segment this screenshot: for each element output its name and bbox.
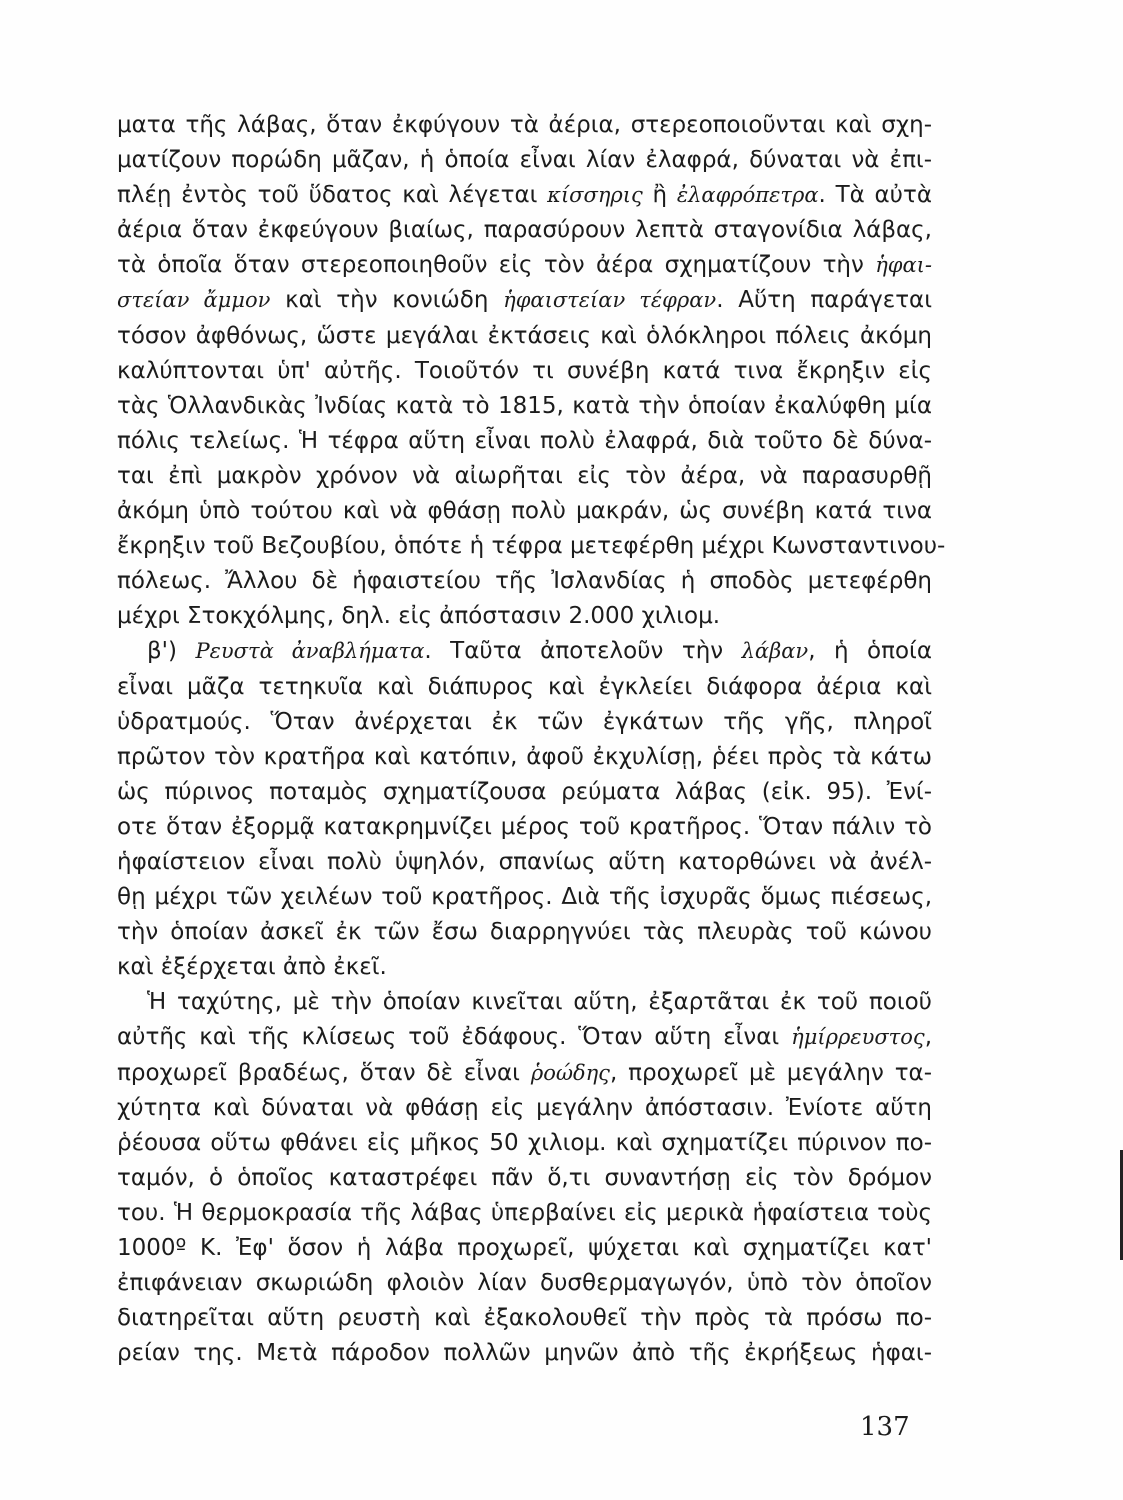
text-segment: οτε ὅταν ἐξορμᾷ κατακρημνίζει μέρος τοῦ κρατῆρος. Ὅταν πάλιν τὸ <box>117 813 932 840</box>
text-segment: ἡφαίστειον εἶναι πολὺ ὑψηλόν, σπανίως αὕτη κατορθώνει νὰ ἀνέλ- <box>117 848 932 875</box>
text-line <box>117 1336 932 1371</box>
text-line <box>117 143 932 178</box>
text-line <box>117 985 932 1020</box>
text-segment: , <box>924 1024 932 1051</box>
text-segment: πρῶτον τὸν κρατῆρα καὶ κατόπιν, ἀφοῦ ἐκχυλίσῃ, ῥέει πρὸς τὰ κάτω <box>117 743 932 770</box>
text-line <box>117 529 946 564</box>
text-line <box>117 424 932 459</box>
text-segment: αὐτῆς καὶ τῆς κλίσεως τοῦ ἐδάφους. Ὅταν αὕτη εἶναι <box>117 1024 792 1051</box>
italic-term: ἡφαιστείαν τέφραν <box>503 288 717 313</box>
text-segment: . Ταῦτα ἀποτελοῦν τὴν <box>424 638 742 665</box>
text-line <box>117 810 932 845</box>
text-segment: Ἡ ταχύτης, μὲ τὴν ὁποίαν κινεῖται αὕτη, ἐξαρτᾶται ἐκ τοῦ ποιοῦ <box>147 989 932 1016</box>
text-segment: πλέῃ ἐντὸς τοῦ ὕδατος καὶ λέγεται <box>117 182 548 209</box>
italic-term: κίσσηρις <box>547 183 643 208</box>
text-line <box>117 248 932 283</box>
text-line <box>117 740 932 775</box>
text-line <box>117 283 932 318</box>
text-line <box>117 1056 932 1091</box>
text-line <box>117 1301 932 1336</box>
text-segment: διατηρεῖται αὕτη ρευστὴ καὶ ἐξακολουθεῖ τὴν πρὸς τὰ πρόσω πο- <box>117 1305 932 1332</box>
text-line <box>117 1266 932 1301</box>
italic-term: ἡφαι- <box>875 253 932 278</box>
text-segment: τὴν ὁποίαν ἀσκεῖ ἐκ τῶν ἔσω διαρρηγνύει τὰς πλευρὰς τοῦ κώνου <box>117 919 932 946</box>
text-segment: ἐπιφάνειαν σκωριώδη φλοιὸν λίαν δυσθερμαγωγόν, ὑπὸ τὸν ὁποῖον <box>117 1270 932 1297</box>
text-line <box>117 213 932 248</box>
text-segment: ρείαν της. Μετὰ πάροδον πολλῶν μηνῶν ἀπὸ τῆς ἐκρήξεως ἡφαι- <box>117 1340 932 1367</box>
text-line <box>117 670 932 705</box>
text-line <box>117 1161 932 1196</box>
text-segment: ἔκρηξιν τοῦ Βεζουβίου, ὁπότε ἡ τέφρα μετεφέρθη μέχρι Κωνσταντινου- <box>117 533 946 560</box>
text-segment: , προχωρεῖ μὲ μεγάλην τα- <box>609 1059 932 1086</box>
text-segment: θῃ μέχρι τῶν χειλέων τοῦ κρατῆρος. Διὰ τῆς ἰσχυρᾶς ὅμως πιέσεως, <box>117 884 932 911</box>
text-line <box>117 634 932 669</box>
text-segment: τὰς Ὁλλανδικὰς Ἰνδίας κατὰ τὸ 1815, κατὰ τὴν ὁποίαν ἐκαλύφθη μία <box>117 392 932 419</box>
text-segment: προχωρεῖ βραδέως, ὅταν δὲ εἶναι <box>117 1059 531 1086</box>
text-line <box>117 108 932 143</box>
text-segment: μέχρι Στοκχόλμης, δηλ. εἰς ἀπόστασιν 2.000 χιλιομ. <box>117 603 721 630</box>
text-segment: του. Ἡ θερμοκρασία τῆς λάβας ὑπερβαίνει εἰς μερικὰ ἡφαίστεια τοὺς <box>117 1199 932 1226</box>
text-line <box>117 1091 932 1126</box>
italic-term: λάβαν <box>741 639 809 664</box>
text-line <box>117 1196 932 1231</box>
text-line <box>117 389 932 424</box>
text-segment: εἶναι μᾶζα τετηκυῖα καὶ διάπυρος καὶ ἐγκλείει διάφορα ἀέρια καὶ <box>117 673 932 700</box>
text-segment: ματα τῆς λάβας, ὅταν ἐκφύγουν τὰ ἀέρια, στερεοποιοῦνται καὶ σχη- <box>117 112 932 138</box>
text-segment: ῥέουσα οὕτω φθάνει εἰς μῆκος 50 χιλιομ. καὶ σχηματίζει πύρινον πο- <box>117 1129 932 1156</box>
text-line <box>117 319 932 354</box>
text-segment: . Αὕτη παράγεται <box>716 287 932 314</box>
italic-term: Ρευστὰ ἀναβλήματα <box>195 639 425 664</box>
text-segment: ταμόν, ὁ ὁποῖος καταστρέφει πᾶν ὅ,τι συναντήσῃ εἰς τὸν δρόμον <box>117 1164 932 1191</box>
body-text <box>117 108 946 1371</box>
text-line <box>117 1231 932 1266</box>
text-segment: καὶ ἐξέρχεται ἀπὸ ἐκεῖ. <box>117 954 387 981</box>
text-segment: ματίζουν πορώδη μᾶζαν, ἡ ὁποία εἶναι λίαν ἐλαφρά, δύναται νὰ ἐπι- <box>117 147 932 174</box>
text-segment: καὶ τὴν κονιώδη <box>270 287 504 314</box>
text-segment: 1000º Κ. Ἐφ' ὅσον ἡ λάβα προχωρεῖ, ψύχεται καὶ σχηματίζει κατ' <box>117 1235 932 1261</box>
text-line <box>117 494 932 529</box>
text-line <box>117 459 932 494</box>
text-segment: τόσον ἀφθόνως, ὥστε μεγάλαι ἐκτάσεις καὶ ὁλόκληροι πόλεις ἀκόμη <box>117 322 932 349</box>
text-segment: ὡς πύρινος ποταμὸς σχηματίζουσα ρεύματα λάβας (εἰκ. 95). Ἐνί- <box>117 778 932 805</box>
italic-term: ἐλαφρόπετρα <box>676 183 819 208</box>
text-line <box>117 950 932 985</box>
text-segment: τὰ ὁποῖα ὅταν στερεοποιηθοῦν εἰς τὸν ἀέρα σχηματίζουν τὴν <box>117 252 876 279</box>
text-line <box>117 1126 932 1161</box>
text-segment: ὑδρατμούς. Ὅταν ἀνέρχεται ἐκ τῶν ἐγκάτων τῆς γῆς, πληροῖ <box>117 708 932 735</box>
text-segment: ἀέρια ὅταν ἐκφεύγουν βιαίως, παρασύρουν λεπτὰ σταγονίδια λάβας, <box>117 217 932 244</box>
italic-term: ἡμίρρευστος <box>791 1025 925 1050</box>
italic-term: στείαν ἄμμον <box>117 288 271 313</box>
page-number: 137 <box>860 1412 910 1442</box>
text-line <box>117 845 932 880</box>
text-line <box>117 178 932 213</box>
text-line <box>117 775 932 810</box>
text-segment: ἀκόμη ὑπὸ τούτου καὶ νὰ φθάσῃ πολὺ μακράν, ὡς συνέβη κατά τινα <box>117 498 932 525</box>
text-line <box>117 880 932 915</box>
text-segment: β') <box>147 638 196 665</box>
text-segment: καλύπτονται ὑπ' αὐτῆς. Τοιοῦτόν τι συνέβη κατά τινα ἔκρηξιν εἰς <box>117 357 932 384</box>
text-line <box>117 1020 932 1055</box>
italic-term: ῥοώδης <box>530 1060 610 1085</box>
text-line <box>117 599 932 634</box>
text-line <box>117 915 932 950</box>
text-segment: πόλις τελείως. Ἡ τέφρα αὕτη εἶναι πολὺ ἐλαφρά, διὰ τοῦτο δὲ δύνα- <box>117 427 932 454</box>
text-segment: . Τὰ αὐτὰ <box>818 182 932 209</box>
text-segment: ται ἐπὶ μακρὸν χρόνον νὰ αἰωρῆται εἰς τὸν ἀέρα, νὰ παρασυρθῇ <box>117 462 932 489</box>
text-line <box>117 564 932 599</box>
text-segment: πόλεως. Ἄλλου δὲ ἡφαιστείου τῆς Ἰσλανδίας ἡ σποδὸς μετεφέρθη <box>117 568 932 595</box>
text-segment: ἢ <box>642 182 677 209</box>
text-line <box>117 354 932 389</box>
text-segment: χύτητα καὶ δύναται νὰ φθάσῃ εἰς μεγάλην ἀπόστασιν. Ἐνίοτε αὕτη <box>117 1094 932 1121</box>
text-line <box>117 705 932 740</box>
text-segment: , ἡ ὁποία <box>808 638 932 665</box>
